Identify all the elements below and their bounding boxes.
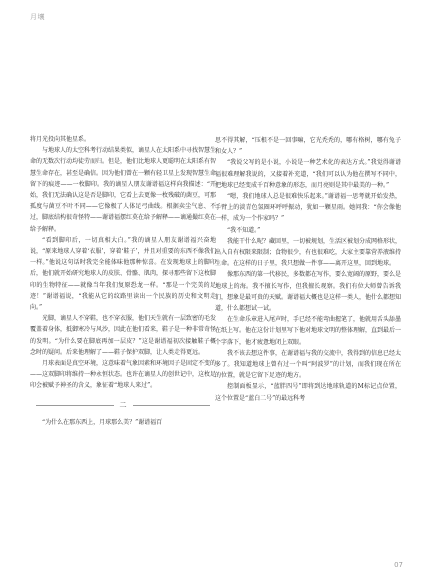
paragraph: 与地球人的太空科考行动结果类似，谪星人在太阳系中寻找智慧生命的无数次行动均徒劳而归。但是，他们比地球人更聪明在太阳系有智慧生命存在，甚至是确信。因为他们曾在一颗有轻卫星上发现智慧生命留下的痕迹——一枚脚印。我的谪星人朋友谢谱福这样向我描述：“开始，我们无法确认这是否是脚印，它看上去更像一枚残破的菌豆，可那孤度与菌豆不叶不同——它像极了人体足弓曲线。根据卖尘气息、不过，脚底结构很奇怪特——谢谱福摆红莫在给予解释——谪通撮红莫在给予解释。 [30,147,217,233]
paragraph: “我不知道。” [227,226,261,234]
paragraph: “看到脚印后，一切真相大白。”我的谪星人朋友谢谱福兴奋地说，“原来地球人穿着‘衣服’，穿着‘鞋子’，并且对重要的东西不像我们一样。”他说这句话时我完全能体味他那种惊喜。在发现地球上的脚印后，他们就开始研究地球人的皮肤、骨骼、肌肉，探寻那些留下这枚脚印的生物特征——就像当年我们复原恐龙一样。“那是一个完美的足迹！”谢谱福说，“我能从它的纹路里读出一个民族的历史和文明走向。” [30,236,217,312]
paragraph: “我说父写的是小说，小说是一种艺术化的表达方式。”我觉得谢谱福很难理解我说的，又接着补充道，“我们可以认为他在撰写不同中，把地球已经变成千百种意象的形态，而月亮则是其中最美的一种。” [215,159,401,189]
page-number: 07 [394,561,403,569]
paragraph: 我能干什么呢？藏回里，一切被规划，生活区被划分成网格形状，出入自有权限来限制；食物很少，有也很难吃，大家主要靠营养液维持生命。在这样的日子里，我只想做一件事——离开这里，回到地球。 [215,237,402,268]
paragraph: “嗯，我们地球人总是很难快乐起来。”谢谱福一思考就开始发热，手臂上的淡青色氢圈环呼呼振动，犹如一颗星雨。她问我：“你会像他一样，成为一个作家吗？” [215,193,401,223]
divider-rule-right [133,405,211,406]
paragraph: 月球表面是真空环境，这意味着气象因素和环境因子是固定不变的——这双脚印将维持一种永恒状态。也许在谪星人的创世记中，这枚足印会被赋予神圣的含义，象征着“地球人来过”。 [30,360,217,390]
paragraph: 思不得其解，“压根不是一回事嘛，它光秃秃的，哪有格树，哪有兔子和女人？” [215,137,401,156]
paragraph: 我不该去想这件事，在谢谱福与我的交流中，我得到的信息已经太多了。我知道地球上曾有过一个叫“阿波罗”的计划，而我们现在所在的位置，就是它留下足迹的地方。 [215,349,402,380]
paragraph: 在生命乐章进入尾声时，手已经不能弯曲握笔了，他就用舌头舔墨在纸上写。他在这份计划里写下他对地球文明的整体理解，直到最后一个字落下，他才疲惫地闭上双眼。 [215,316,402,346]
left-column [30,134,216,428]
right-column [215,135,401,404]
paragraph: 将月光投向其他星系。 [30,136,91,143]
section-number: 二 [119,400,127,409]
paragraph: “为什么在那东西上，月球那么美？”谢谱福百 [42,418,163,426]
section-divider [30,400,216,411]
running-header: 月壤 [30,13,45,21]
paragraph: 光脚，谪星人不穿鞋，也不穿衣服，他们天生就有一层致密的毛发覆盖着身体，抵御寒冷与风沙，因此在他们看来，鞋子是一种非常奇怪的发明。“为什么要在脚底再加一层皮？”这是谢谱福初次接触鞋子概念时的疑问。后来他理解了——鞋子保护双脚，让人类走得更远。 [30,315,217,356]
paragraph: 控制面板显示，“蓝胖四号”即将到达地球轨道的M标记点位置，这个位置是“蓝白二号”的最远科考 [215,383,401,402]
paragraph: 像那东西的第一代移民，多数都在写作，要么宽阔的原野，要么是地球上的海。我不擅长写作，但我擅长观察。我们有位大师曾告诉我们，想象是最可贵的天赋。谢谱福大概也是这样一类人，他什么都想知道，什么都想试一试。 [215,271,402,313]
divider-rule-left [36,405,114,406]
